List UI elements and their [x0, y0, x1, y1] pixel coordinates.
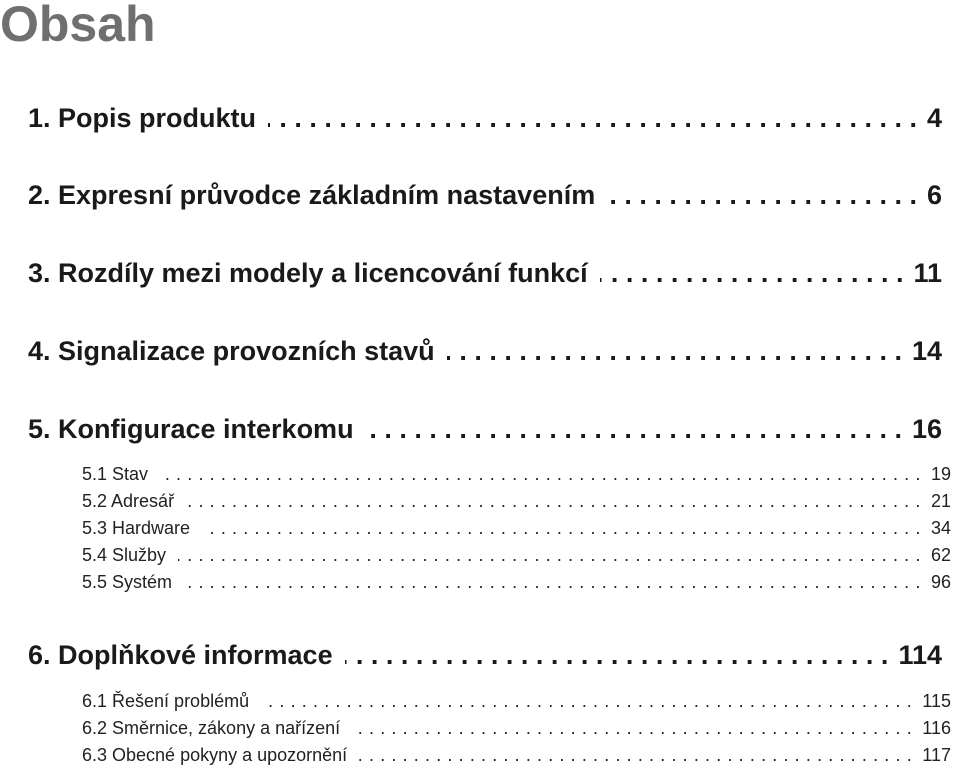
- toc-entry-page: 11: [913, 258, 942, 288]
- toc-entry-6-2[interactable]: [82, 716, 951, 740]
- toc-entry-2[interactable]: [28, 177, 942, 213]
- dot-leader: [359, 743, 912, 767]
- toc-entry-label: 4. Signalizace provozních stavů: [28, 336, 435, 366]
- toc-entry-label: 6. Doplňkové informace: [28, 640, 333, 670]
- dot-leader: [160, 462, 921, 486]
- toc-entry-5-3[interactable]: [82, 516, 951, 540]
- toc-entry-page: 62: [930, 545, 951, 565]
- toc-entry-label: 5.1 Stav: [82, 464, 149, 484]
- toc-entry-page: 34: [930, 518, 951, 538]
- toc-entry-1[interactable]: [28, 100, 942, 136]
- toc-entry-label: 5.4 Služby: [82, 545, 167, 565]
- toc-entry-label: 1. Popis produktu: [28, 103, 257, 133]
- toc-entry-page: 19: [930, 464, 951, 484]
- toc-entry-4[interactable]: [28, 333, 942, 369]
- toc-entry-5-1[interactable]: [82, 462, 951, 486]
- toc-entry-page: 114: [898, 640, 942, 670]
- toc-entry-label: 5.2 Adresář: [82, 491, 175, 511]
- toc-entry-label: 6.2 Směrnice, zákony a nařízení: [82, 718, 341, 738]
- toc-entry-label: 5.3 Hardware: [82, 518, 191, 538]
- toc-entry-page: 21: [930, 491, 951, 511]
- toc-entry-label: 5. Konfigurace interkomu: [28, 414, 354, 444]
- toc-entry-page: 115: [922, 691, 951, 711]
- dot-leader: [261, 689, 912, 713]
- toc-entry-6-1[interactable]: [82, 689, 951, 713]
- dot-leader: [202, 516, 921, 540]
- toc-entry-label: 6.1 Řešení problémů: [82, 691, 250, 711]
- dot-leader: [352, 716, 912, 740]
- dot-leader: [178, 543, 921, 567]
- toc-entry-page: 14: [911, 336, 942, 366]
- toc-entry-label: 5.5 Systém: [82, 572, 173, 592]
- toc-entry-page: 4: [926, 103, 942, 133]
- page-title: Obsah: [0, 0, 156, 52]
- dot-leader: [186, 489, 921, 513]
- toc-entry-5-2[interactable]: [82, 489, 951, 513]
- toc-entry-page: 116: [922, 718, 951, 738]
- toc-entry-label: 6.3 Obecné pokyny a upozornění: [82, 745, 348, 765]
- toc-entry-6-3[interactable]: [82, 743, 951, 767]
- dot-leader: [268, 100, 917, 136]
- toc-entry-3[interactable]: [28, 255, 942, 291]
- dot-leader: [607, 177, 917, 213]
- dot-leader: [184, 570, 921, 594]
- dot-leader: [345, 637, 889, 673]
- toc-entry-5-5[interactable]: [82, 570, 951, 594]
- toc-entry-page: 96: [930, 572, 951, 592]
- toc-entry-6[interactable]: [28, 637, 942, 673]
- toc-entry-page: 6: [926, 180, 942, 210]
- toc-entry-label: 2. Expresní průvodce základním nastavením: [28, 180, 596, 210]
- dot-leader: [600, 255, 904, 291]
- dot-leader: [447, 333, 902, 369]
- toc-entry-5[interactable]: [28, 411, 942, 447]
- toc-entry-5-4[interactable]: [82, 543, 951, 567]
- toc-entry-label: 3. Rozdíly mezi modely a licencování funkcí: [28, 258, 588, 288]
- toc-entry-page: 16: [911, 414, 942, 444]
- toc-entry-page: 117: [922, 745, 951, 765]
- dot-leader: [366, 411, 902, 447]
